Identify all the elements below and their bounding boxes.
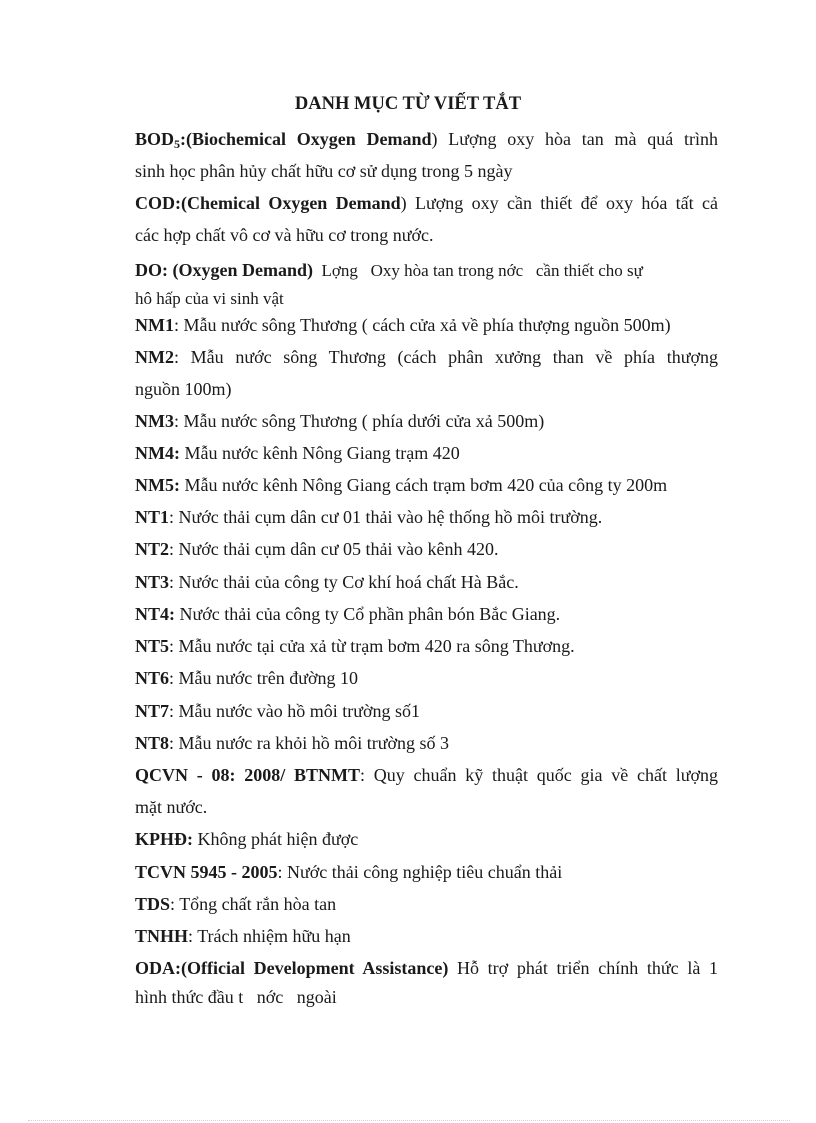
description-do-cont: hô hấp của vi sinh vật [135, 289, 284, 308]
description-nt2: : Nước thải cụm dân cư 05 thải vào kênh 420. [169, 539, 499, 559]
entry-nm1 [135, 314, 718, 336]
term-nt5: NT5 [135, 636, 170, 656]
description-qcvn-cont: mặt nước. [135, 797, 208, 817]
term-do: DO: (Oxygen Demand [135, 260, 307, 280]
description-nm4: Mẫu nước kênh Nông Giang trạm 420 [179, 443, 460, 463]
term-nt8: NT8 [135, 733, 170, 753]
term-nm5: NM5: [135, 475, 180, 495]
term-oda: ODA:(Official Development Assistance) [135, 958, 449, 978]
description-nt6: : Mẫu nước trên đường 10 [169, 668, 359, 688]
term-nm1: NM1 [135, 315, 174, 335]
entry-cod: COD:(Chemical Oxygen Demand) Lượng oxy cần thiết để oxy hóa tất cả [135, 193, 718, 213]
entry-nm2 [135, 346, 718, 368]
entry-kphd [135, 828, 718, 850]
description-nt7: : Mẫu nước vào hồ môi trường số1 [169, 701, 421, 721]
description-nm1: : Mẫu nước sông Thương ( cách cửa xả về phía thượng nguồn 500m) [174, 315, 671, 335]
entry-bod5: $BOD_5:(Biochemical$ Oxygen Demand) Lượng oxy hòa tan mà quá trình [135, 129, 718, 151]
description-nt3: : Nước thải của công ty Cơ khí hoá chất Hà Bắc. [169, 572, 519, 592]
description-qcvn: : Quy chuẩn kỹ thuật quốc gia về chất lượng [360, 765, 718, 785]
description-nt4: Nước thải của công ty Cổ phần phân bón Bắc Giang. [175, 604, 561, 624]
term-nt3: NT3 [135, 572, 170, 592]
term-cod: COD:(Chemical Oxygen Demand [135, 193, 401, 213]
entry-nt3 [135, 571, 718, 593]
description-oda-cont: hình thức đầu t nớc ngoài [135, 987, 337, 1007]
entry-nt4 [135, 603, 718, 625]
term-qcvn: QCVN - 08: 2008/ BTNMT [135, 765, 361, 785]
term-kphd: KPHĐ: [135, 829, 193, 849]
description-nm3: : Mẫu nước sông Thương ( phía dưới cửa xả 500m) [174, 411, 545, 431]
description-cod-cont: các hợp chất vô cơ và hữu cơ trong nước. [135, 225, 434, 245]
term-tds: TDS [135, 894, 171, 914]
description-nt5: : Mẫu nước tại cửa xả từ trạm bơm 420 ra sông Thương. [169, 636, 575, 656]
description-nt1: : Nước thải cụm dân cư 01 thải vào hệ thống hồ môi trường. [169, 507, 603, 527]
entry-do: DO: (Oxygen Demand) Lợng Oxy hòa tan trong nớc cần thiết cho sự [135, 260, 643, 280]
description-tnhh: : Trách nhiệm hữu hạn [188, 926, 351, 946]
entry-tcvn [135, 861, 718, 883]
description-kphd: Không phát hiện được [193, 829, 359, 849]
term-nm4: NM4: [135, 443, 180, 463]
description-nm5: Mẫu nước kênh Nông Giang cách trạm bơm 420 của công ty 200m [179, 475, 668, 495]
term-bod5: $BOD_5:(Biochemical$ Oxygen Demand [135, 129, 432, 151]
entry-nt8 [135, 732, 718, 754]
description-nt8: : Mẫu nước ra khỏi hồ môi trường số 3 [169, 733, 450, 753]
description-tcvn: : Nước thải công nghiệp tiêu chuẩn thải [277, 862, 563, 882]
description-nm2-cont: nguồn 100m) [135, 379, 232, 399]
entry-nt5 [135, 635, 718, 657]
page-title: DANH MỤC TỪ VIẾT TẮT [294, 94, 522, 114]
entry-tnhh [135, 925, 718, 947]
description-bod5-cont: sinh học phân hủy chất hữu cơ sử dụng trong 5 ngày [135, 161, 513, 181]
entry-nt7 [135, 700, 718, 722]
entry-qcvn [135, 764, 718, 786]
description-nm2: : Mẫu nước sông Thương (cách phân xưởng than về phía thượng [174, 347, 718, 367]
entry-nt2 [135, 538, 718, 560]
term-nm3: NM3 [135, 411, 174, 431]
description-do: Lợng Oxy hòa tan trong nớc cần thiết cho sự [313, 261, 643, 280]
description-bod5: Lượng oxy hòa tan mà quá trình [437, 129, 718, 149]
term-nt4: NT4: [135, 604, 175, 624]
entry-nm4 [135, 442, 718, 464]
term-nm2: NM2 [135, 347, 174, 367]
term-nt2: NT2 [135, 539, 170, 559]
entry-tds [135, 893, 718, 915]
term-tcvn: TCVN 5945 - 2005 [135, 862, 278, 882]
term-tnhh: TNHH [135, 926, 189, 946]
description-oda: Hỗ trợ phát triển chính thức là 1 [448, 958, 718, 978]
entry-nm3 [135, 410, 718, 432]
term-nt6: NT6 [135, 668, 170, 688]
entry-nm5 [135, 474, 718, 496]
entry-oda [135, 957, 718, 979]
description-cod: Lượng oxy cần thiết để oxy hóa tất cả [406, 193, 718, 213]
entry-nt6 [135, 667, 718, 689]
term-nt1: NT1 [135, 507, 170, 527]
term-nt7: NT7 [135, 701, 170, 721]
description-tds: : Tổng chất rắn hòa tan [170, 894, 337, 914]
entry-nt1 [135, 506, 718, 528]
page-bottom-divider [28, 1120, 790, 1121]
